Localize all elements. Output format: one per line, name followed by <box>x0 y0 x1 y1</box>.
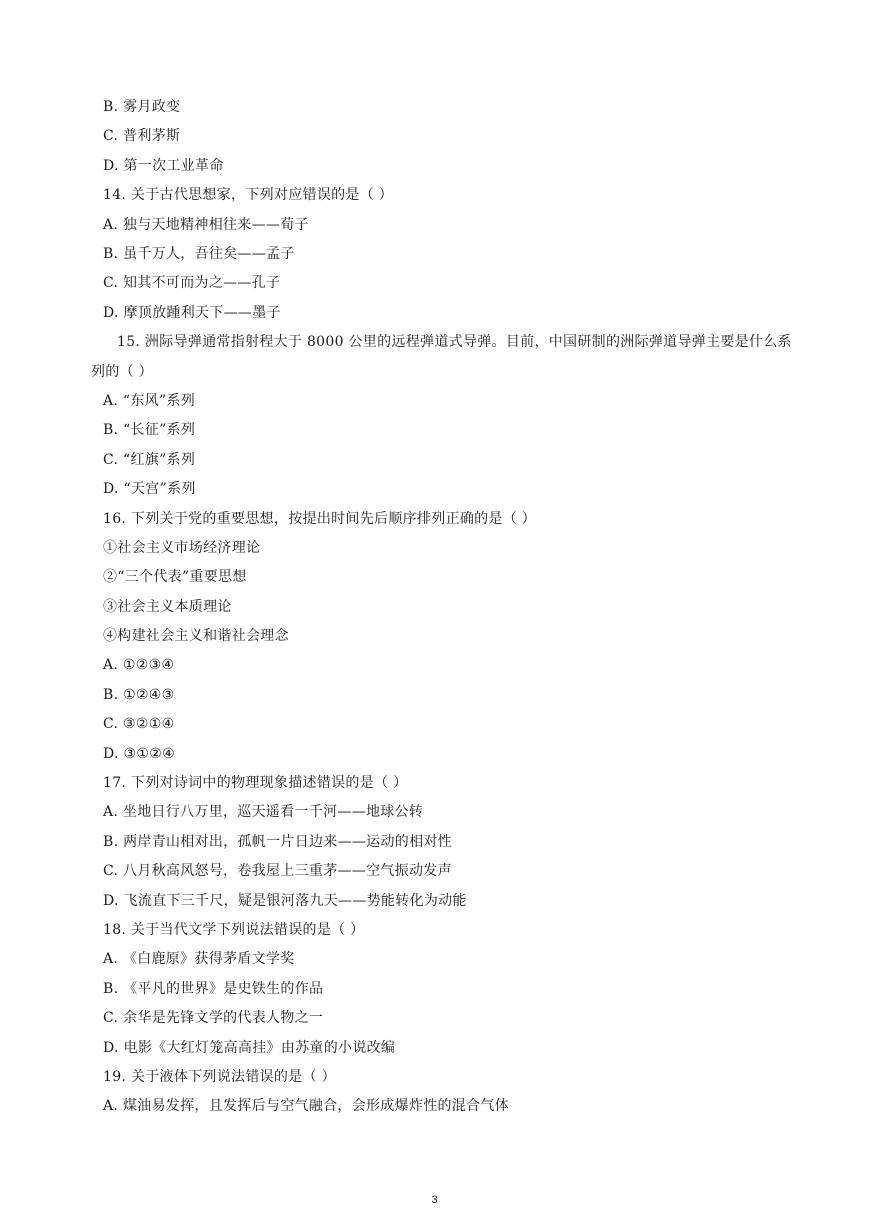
option-line: D. ③①②④ <box>103 745 175 762</box>
option-line: A. ①②③④ <box>103 657 175 674</box>
option-line: D. “天宫”系列 <box>103 481 196 498</box>
question-stem: 18. 关于当代文学下列说法错误的是（ ） <box>103 921 365 938</box>
question-stem: 14. 关于古代思想家，下列对应错误的是（ ） <box>103 187 394 204</box>
question-stem: 17. 下列对诗词中的物理现象描述错误的是（ ） <box>103 775 408 792</box>
option-line: C. “红旗”系列 <box>103 451 196 468</box>
option-line: D. 飞流直下三千尺，疑是银河落九天——势能转化为动能 <box>103 892 467 909</box>
option-line: C. 余华是先锋文学的代表人物之一 <box>103 1010 324 1027</box>
option-line: C. 普利茅斯 <box>103 128 181 145</box>
option-line: C. 八月秋高风怒号，卷我屋上三重茅——空气振动发声 <box>103 863 452 880</box>
option-line: D. 第一次工业革命 <box>103 157 224 174</box>
option-line: A. 坐地日行八万里，巡天遥看一千河——地球公转 <box>103 804 424 821</box>
option-line: B. 《平凡的世界》是史铁生的作品 <box>103 980 324 997</box>
option-line: C. ③②①④ <box>103 716 175 733</box>
option-line: B. 虽千万人，吾往矣——孟子 <box>103 245 295 262</box>
option-line: B. “长征”系列 <box>103 422 196 439</box>
option-line: A. 独与天地精神相往来——荀子 <box>103 216 309 233</box>
option-line: B. 两岸青山相对出，孤帆一片日边来——运动的相对性 <box>103 833 452 850</box>
option-line: B. ①②④③ <box>103 686 175 703</box>
statement-line: ②“三个代表”重要思想 <box>103 569 247 586</box>
page-number: 3 <box>431 1194 438 1206</box>
option-line: D. 摩顶放踵利天下——墨子 <box>103 304 281 321</box>
statement-line: ①社会主义市场经济理论 <box>103 539 261 556</box>
option-line: D. 电影《大红灯笼高高挂》由苏童的小说改编 <box>103 1039 396 1056</box>
statement-line: ③社会主义本质理论 <box>103 598 232 615</box>
document-body <box>91 93 793 1122</box>
option-line: C. 知其不可而为之——孔子 <box>103 275 281 292</box>
option-line: A. “东风”系列 <box>103 392 196 409</box>
question-stem: 19. 关于液体下列说法错误的是（ ） <box>103 1068 336 1085</box>
option-line: B. 雾月政变 <box>103 99 181 115</box>
question-stem: 15. 洲际导弹通常指射程大于 8000 公里的远程弹道式导弹。目前，中国研制的洲际弹道导弹主要是什么系列的（ ） <box>91 334 792 380</box>
option-line: A. 煤油易发挥，且发挥后与空气融合，会形成爆炸性的混合气体 <box>103 1098 510 1115</box>
option-line: A. 《白鹿原》获得茅盾文学奖 <box>103 951 295 968</box>
statement-line: ④构建社会主义和谐社会理念 <box>103 628 289 645</box>
question-stem: 16. 下列关于党的重要思想，按提出时间先后顺序排列正确的是（ ） <box>103 510 537 527</box>
